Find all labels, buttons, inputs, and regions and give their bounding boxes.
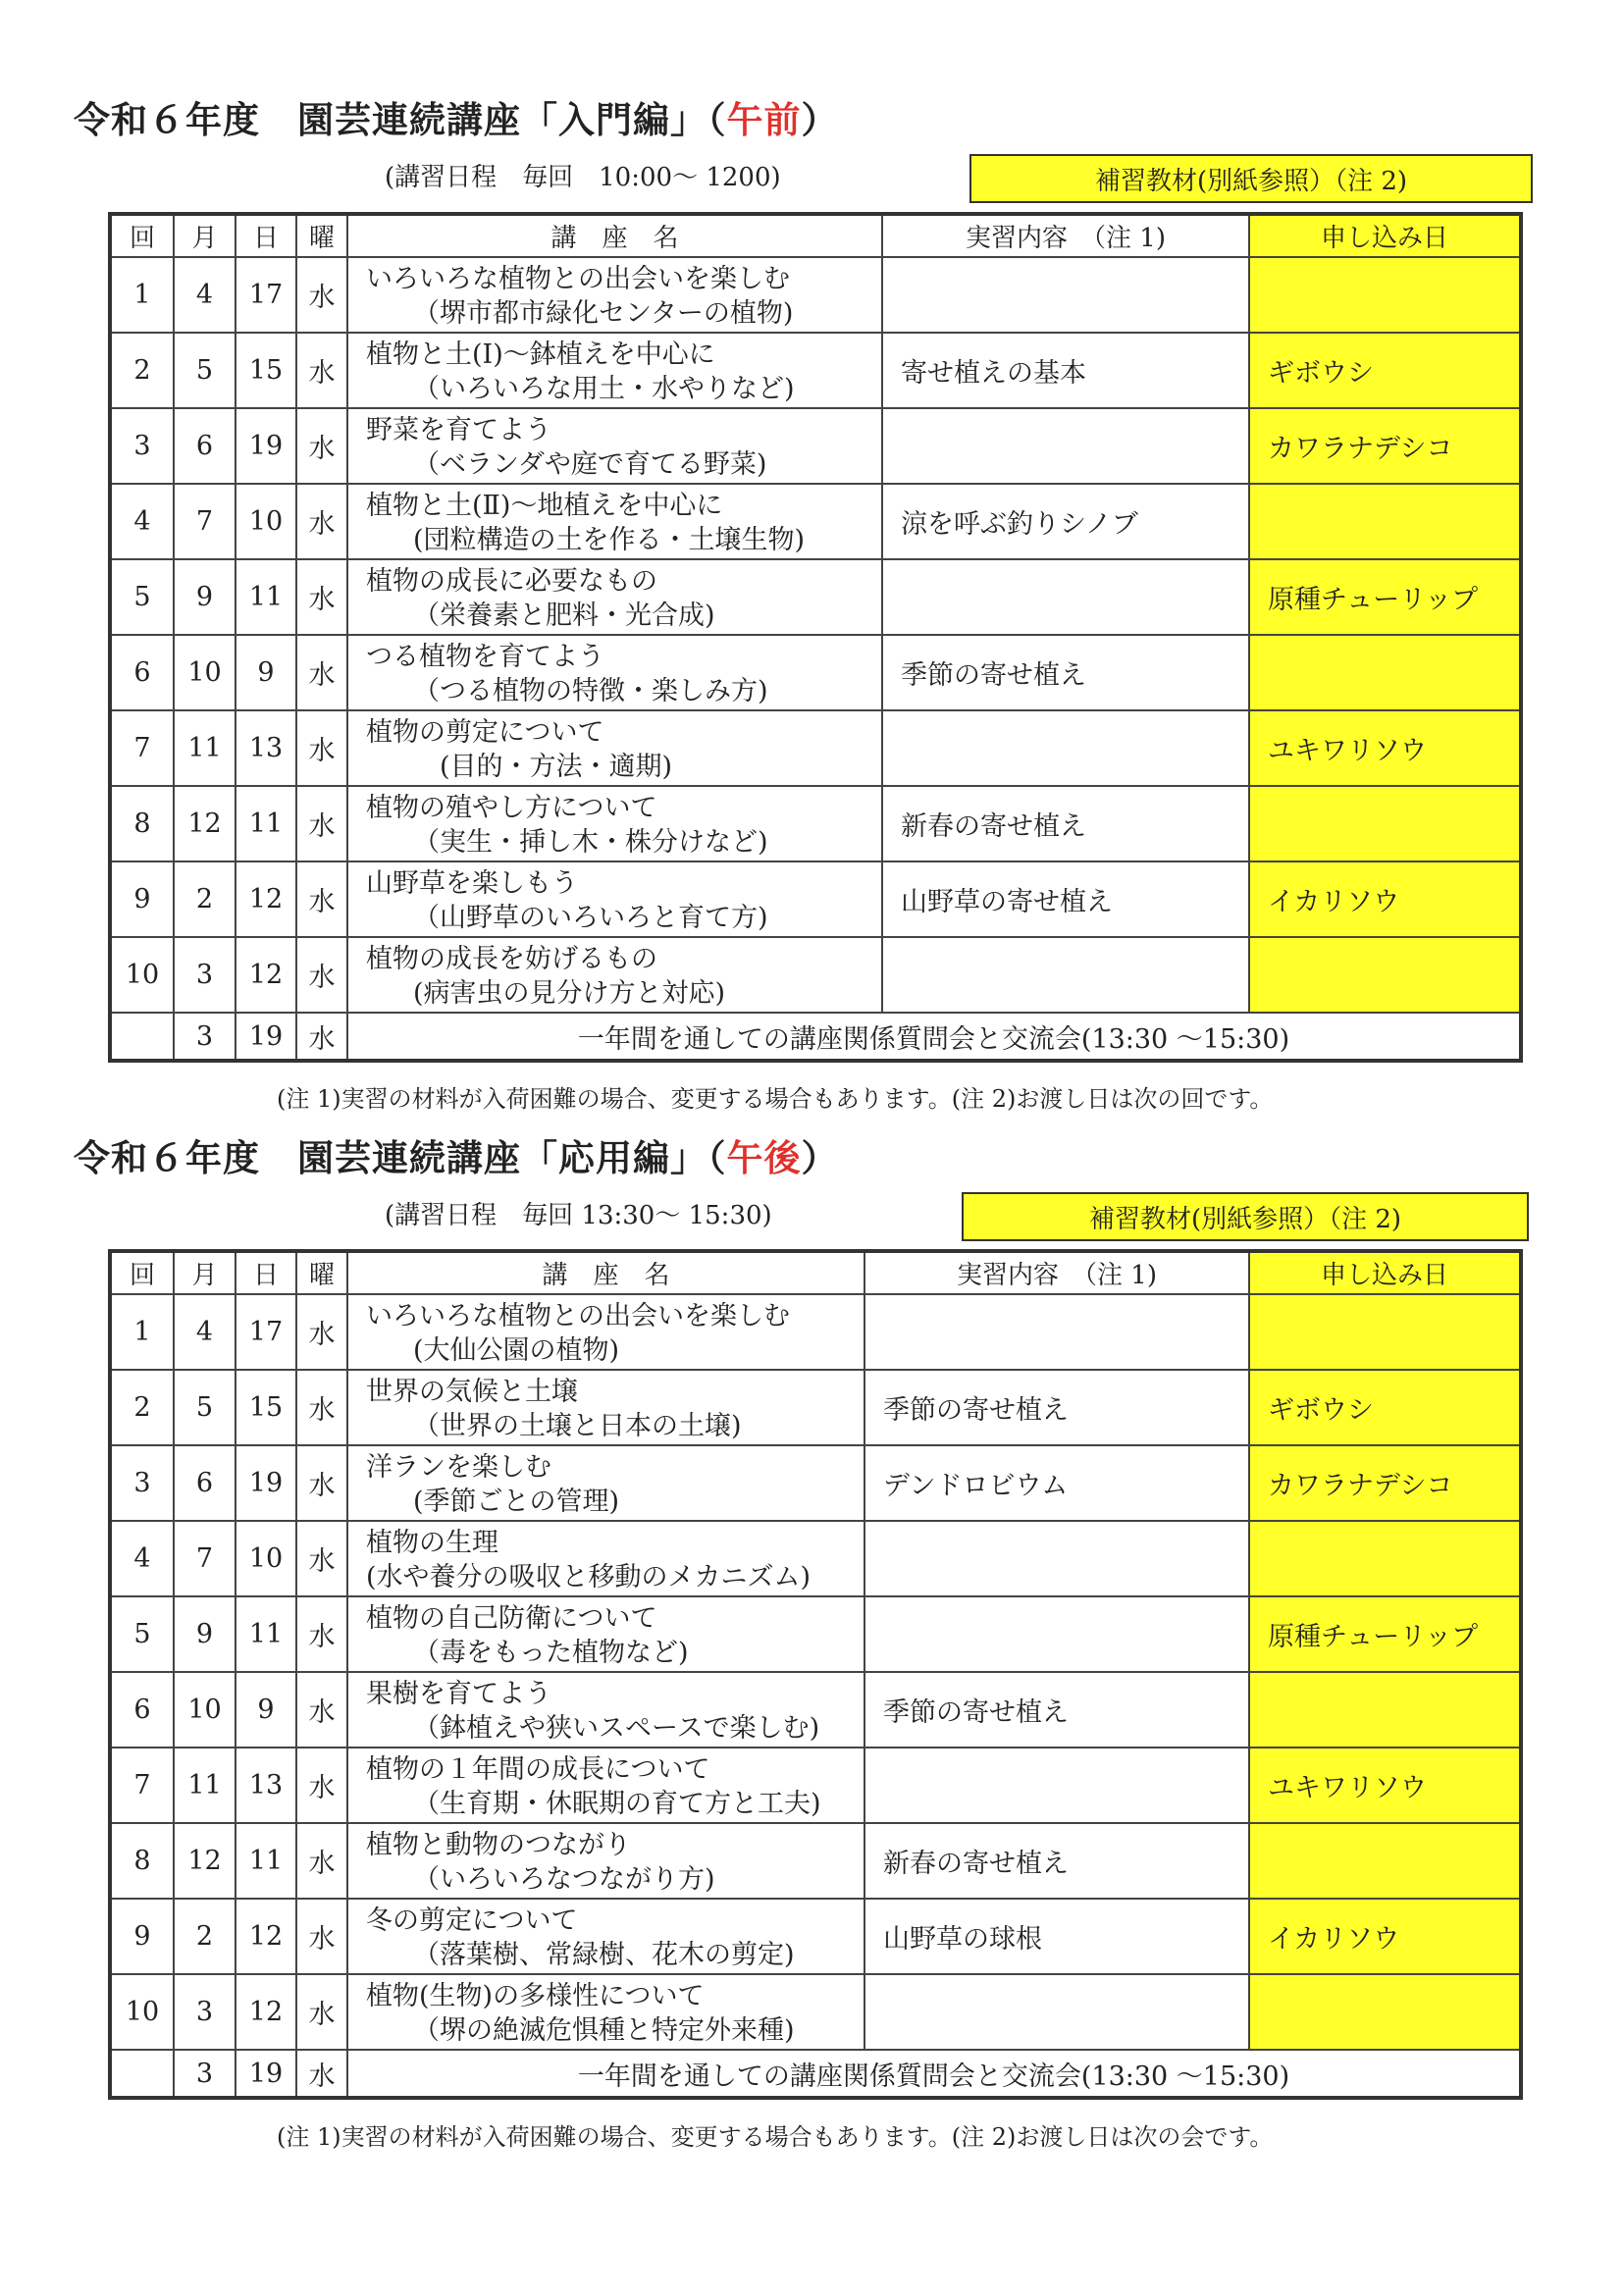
final-row (110, 1013, 1521, 1061)
cell-yobi: 水 (296, 1445, 347, 1521)
course-sub: （生育期・休眠期の育て方と工夫) (413, 1789, 821, 1819)
header-hi: 日 (236, 214, 296, 257)
cell-yobi: 水 (296, 635, 347, 710)
cell-tsuki: 11 (174, 710, 236, 786)
cell-title (347, 1445, 864, 1521)
cell-tsuki: 7 (174, 484, 236, 559)
cell-yobi: 水 (296, 1823, 347, 1899)
cell-title (347, 1974, 864, 2050)
course-sub: （いろいろな用土・水やりなど) (413, 374, 795, 404)
cell-apply (1249, 786, 1521, 861)
cell-apply: カワラナデシコ (1249, 1445, 1521, 1521)
cell-title (347, 861, 882, 937)
course-title: 植物の成長を妨げるもの (366, 944, 657, 974)
cell-yobi: 水 (296, 333, 347, 408)
cell-hi: 19 (236, 408, 296, 484)
cell-yobi: 水 (296, 1596, 347, 1672)
cell-yobi: 水 (296, 1974, 347, 2050)
cell-jisshu: 山野草の寄せ植え (882, 861, 1249, 937)
header-apply: 申し込み日 (1249, 1251, 1521, 1294)
cell-jisshu (882, 408, 1249, 484)
table-row (110, 1521, 1521, 1596)
table-row (110, 1899, 1521, 1974)
course-sub: （つる植物の特徴・楽しみ方) (413, 676, 768, 706)
header-yobi: 曜 (296, 214, 347, 257)
cell-hi: 11 (236, 559, 296, 635)
supplement-box: 補習教材(別紙参照）（注 2) (969, 154, 1533, 203)
cell-kai (110, 1013, 174, 1061)
cell-yobi: 水 (296, 408, 347, 484)
cell-title (347, 635, 882, 710)
table-row (110, 1596, 1521, 1672)
cell-yobi: 水 (296, 786, 347, 861)
cell-kai: 9 (110, 861, 174, 937)
table-row (110, 937, 1521, 1013)
course-title: つる植物を育てよう (366, 642, 604, 672)
cell-apply: ユキワリソウ (1249, 1748, 1521, 1823)
table-row (110, 257, 1521, 333)
table-header-row (110, 1251, 1521, 1294)
cell-title (347, 1672, 864, 1748)
cell-apply: ユキワリソウ (1249, 710, 1521, 786)
cell-tsuki: 3 (174, 1974, 236, 2050)
course-sub: （堺市都市緑化センターの植物) (413, 298, 794, 329)
cell-yobi: 水 (296, 559, 347, 635)
cell-tsuki: 6 (174, 408, 236, 484)
course-title: 植物と動物のつながり (366, 1830, 631, 1860)
final-event: 一年間を通しての講座関係質問会と交流会(13:30 ～15:30) (347, 2050, 1521, 2098)
cell-title (347, 1748, 864, 1823)
cell-apply (1249, 1294, 1521, 1370)
cell-hi: 12 (236, 1974, 296, 2050)
course-sub: （いろいろなつながり方) (413, 1864, 715, 1895)
cell-tsuki: 5 (174, 333, 236, 408)
cell-apply (1249, 257, 1521, 333)
table-row (110, 559, 1521, 635)
course-title: いろいろな植物との出会いを楽しむ (366, 264, 790, 294)
section-title: 令和６年度 園芸連続講座「応用編」（午後） (74, 1136, 839, 1179)
course-title: 植物の剪定について (366, 717, 604, 748)
cell-jisshu (882, 559, 1249, 635)
cell-yobi: 水 (296, 937, 347, 1013)
course-sub: （栄養素と肥料・光合成) (413, 600, 715, 631)
course-sub: (病害虫の見分け方と対応) (413, 978, 726, 1009)
course-title: 洋ランを楽しむ (366, 1452, 551, 1483)
cell-hi: 12 (236, 1899, 296, 1974)
cell-apply: 原種チューリップ (1249, 1596, 1521, 1672)
cell-apply (1249, 635, 1521, 710)
cell-yobi: 水 (296, 1013, 347, 1061)
cell-jisshu: 季節の寄せ植え (864, 1370, 1249, 1445)
cell-apply: イカリソウ (1249, 861, 1521, 937)
cell-kai: 4 (110, 1521, 174, 1596)
cell-yobi: 水 (296, 257, 347, 333)
course-title: 植物の自己防衛について (366, 1603, 657, 1634)
cell-hi: 19 (236, 2050, 296, 2098)
cell-yobi: 水 (296, 861, 347, 937)
course-sub: （堺の絶滅危惧種と特定外来種) (413, 2015, 795, 2046)
header-name: 講 座 名 (347, 214, 882, 257)
table-header-row (110, 214, 1521, 257)
cell-kai: 7 (110, 1748, 174, 1823)
table-row (110, 635, 1521, 710)
cell-hi: 11 (236, 1823, 296, 1899)
cell-kai: 1 (110, 1294, 174, 1370)
table-row (110, 1294, 1521, 1370)
header-apply: 申し込み日 (1249, 214, 1521, 257)
course-sub: (季節ごとの管理) (413, 1487, 620, 1517)
footnote: (注 1)実習の材料が入荷困難の場合、変更する場合もあります。(注 2)お渡し日は次の回です。 (277, 1085, 1274, 1113)
cell-hi: 9 (236, 1672, 296, 1748)
course-title: 植物と土(Ⅰ)～鉢植えを中心に (366, 339, 715, 370)
supplement-box: 補習教材(別紙参照）（注 2) (962, 1192, 1529, 1241)
cell-title (347, 1294, 864, 1370)
cell-apply: ギボウシ (1249, 1370, 1521, 1445)
cell-tsuki: 9 (174, 1596, 236, 1672)
cell-yobi: 水 (296, 1899, 347, 1974)
header-name: 講 座 名 (347, 1251, 864, 1294)
course-title: 果樹を育てよう (366, 1679, 551, 1709)
cell-tsuki: 12 (174, 786, 236, 861)
cell-kai: 6 (110, 1672, 174, 1748)
header-kai: 回 (110, 1251, 174, 1294)
cell-hi: 17 (236, 1294, 296, 1370)
course-sub: （世界の土壌と日本の土壌) (413, 1411, 742, 1441)
cell-hi: 19 (236, 1445, 296, 1521)
cell-tsuki: 3 (174, 1013, 236, 1061)
cell-jisshu (864, 1974, 1249, 2050)
cell-yobi: 水 (296, 1370, 347, 1445)
cell-apply (1249, 1521, 1521, 1596)
cell-tsuki: 10 (174, 1672, 236, 1748)
schedule-table (108, 1249, 1523, 2100)
cell-yobi: 水 (296, 1672, 347, 1748)
cell-tsuki: 9 (174, 559, 236, 635)
course-sub: （落葉樹、常緑樹、花木の剪定) (413, 1940, 795, 1970)
cell-jisshu (882, 710, 1249, 786)
course-sub: (目的・方法・適期) (413, 752, 673, 782)
cell-jisshu: 新春の寄せ植え (864, 1823, 1249, 1899)
cell-hi: 10 (236, 484, 296, 559)
table-row (110, 1974, 1521, 2050)
title-highlight: 午後 (726, 1136, 802, 1179)
cell-jisshu: デンドロビウム (864, 1445, 1249, 1521)
course-sub: (大仙公園の植物) (413, 1335, 620, 1366)
course-sub: (団粒構造の土を作る・土壌生物) (413, 525, 806, 555)
cell-hi: 13 (236, 1748, 296, 1823)
cell-kai: 10 (110, 1974, 174, 2050)
cell-title (347, 1521, 864, 1596)
cell-title (347, 1899, 864, 1974)
course-sub: （鉢植えや狭いスペースで楽しむ) (413, 1713, 820, 1744)
course-sub: （実生・挿し木・株分けなど) (413, 827, 768, 858)
course-title: 植物の成長に必要なもの (366, 566, 657, 597)
cell-jisshu (864, 1596, 1249, 1672)
course-title: 植物と土(Ⅱ)～地植えを中心に (366, 491, 723, 521)
cell-apply (1249, 484, 1521, 559)
header-tsuki: 月 (174, 214, 236, 257)
table-row (110, 1445, 1521, 1521)
cell-kai: 3 (110, 408, 174, 484)
cell-jisshu (864, 1294, 1249, 1370)
cell-kai: 2 (110, 333, 174, 408)
cell-tsuki: 11 (174, 1748, 236, 1823)
cell-tsuki: 7 (174, 1521, 236, 1596)
table-row (110, 861, 1521, 937)
cell-apply: 原種チューリップ (1249, 559, 1521, 635)
course-sub: （毒をもった植物など) (413, 1638, 689, 1668)
section-title: 令和６年度 園芸連続講座「入門編」（午前） (74, 98, 839, 141)
cell-title (347, 710, 882, 786)
footnote: (注 1)実習の材料が入荷困難の場合、変更する場合もあります。(注 2)お渡し日は次の会です。 (277, 2123, 1274, 2151)
cell-hi: 15 (236, 1370, 296, 1445)
cell-apply (1249, 1672, 1521, 1748)
cell-hi: 13 (236, 710, 296, 786)
cell-yobi: 水 (296, 1521, 347, 1596)
final-event: 一年間を通しての講座関係質問会と交流会(13:30 ～15:30) (347, 1013, 1521, 1061)
cell-jisshu: 季節の寄せ植え (882, 635, 1249, 710)
table-row (110, 484, 1521, 559)
cell-title (347, 1596, 864, 1672)
cell-kai: 4 (110, 484, 174, 559)
cell-title (347, 408, 882, 484)
cell-kai (110, 2050, 174, 2098)
course-sub: （山野草のいろいろと育て方) (413, 903, 768, 933)
final-row (110, 2050, 1521, 2098)
header-kai: 回 (110, 214, 174, 257)
cell-apply (1249, 1823, 1521, 1899)
schedule-text: (講習日程 毎回 13:30～ 15:30) (385, 1201, 772, 1230)
cell-jisshu: 寄せ植えの基本 (882, 333, 1249, 408)
cell-tsuki: 3 (174, 2050, 236, 2098)
cell-kai: 1 (110, 257, 174, 333)
cell-title (347, 559, 882, 635)
table-row (110, 408, 1521, 484)
cell-tsuki: 4 (174, 1294, 236, 1370)
cell-title (347, 1370, 864, 1445)
cell-kai: 7 (110, 710, 174, 786)
table-row (110, 1370, 1521, 1445)
cell-kai: 3 (110, 1445, 174, 1521)
title-highlight: 午前 (726, 98, 802, 141)
cell-tsuki: 10 (174, 635, 236, 710)
cell-tsuki: 2 (174, 861, 236, 937)
cell-kai: 2 (110, 1370, 174, 1445)
cell-kai: 6 (110, 635, 174, 710)
cell-hi: 12 (236, 937, 296, 1013)
cell-yobi: 水 (296, 484, 347, 559)
header-hi: 日 (236, 1251, 296, 1294)
cell-jisshu: 山野草の球根 (864, 1899, 1249, 1974)
cell-apply (1249, 937, 1521, 1013)
cell-hi: 9 (236, 635, 296, 710)
cell-yobi: 水 (296, 1294, 347, 1370)
table-row (110, 786, 1521, 861)
cell-hi: 11 (236, 786, 296, 861)
cell-jisshu (864, 1748, 1249, 1823)
cell-yobi: 水 (296, 710, 347, 786)
cell-jisshu: 新春の寄せ植え (882, 786, 1249, 861)
course-sub: （ベランダや庭で育てる野菜) (413, 449, 767, 480)
cell-yobi: 水 (296, 2050, 347, 2098)
cell-apply: ギボウシ (1249, 333, 1521, 408)
table-row (110, 710, 1521, 786)
cell-hi: 17 (236, 257, 296, 333)
cell-kai: 10 (110, 937, 174, 1013)
cell-hi: 15 (236, 333, 296, 408)
course-title: 植物の殖やし方について (366, 793, 657, 823)
cell-title (347, 937, 882, 1013)
cell-title (347, 484, 882, 559)
table-row (110, 1672, 1521, 1748)
cell-title (347, 786, 882, 861)
cell-hi: 10 (236, 1521, 296, 1596)
course-title: 冬の剪定について (366, 1905, 578, 1936)
course-title: いろいろな植物との出会いを楽しむ (366, 1301, 790, 1331)
course-sub: (水や養分の吸収と移動のメカニズム) (366, 1562, 812, 1592)
course-title: 植物の生理 (366, 1528, 498, 1558)
course-title: 植物(生物)の多様性について (366, 1981, 705, 2011)
cell-kai: 8 (110, 1823, 174, 1899)
schedule-text: (講習日程 毎回 10:00～ 1200) (385, 163, 781, 192)
cell-tsuki: 12 (174, 1823, 236, 1899)
table-row (110, 1823, 1521, 1899)
cell-apply: カワラナデシコ (1249, 408, 1521, 484)
cell-title (347, 333, 882, 408)
course-title: 山野草を楽しもう (366, 868, 578, 899)
cell-hi: 19 (236, 1013, 296, 1061)
cell-kai: 5 (110, 559, 174, 635)
header-jisshu: 実習内容 （注 1) (882, 214, 1249, 257)
course-title: 植物の１年間の成長について (366, 1754, 710, 1785)
cell-kai: 9 (110, 1899, 174, 1974)
cell-yobi: 水 (296, 1748, 347, 1823)
cell-jisshu: 季節の寄せ植え (864, 1672, 1249, 1748)
cell-tsuki: 5 (174, 1370, 236, 1445)
header-jisshu: 実習内容 （注 1) (864, 1251, 1249, 1294)
course-title: 世界の気候と土壌 (366, 1377, 578, 1407)
cell-kai: 8 (110, 786, 174, 861)
cell-hi: 11 (236, 1596, 296, 1672)
cell-hi: 12 (236, 861, 296, 937)
course-title: 野菜を育てよう (366, 415, 551, 445)
schedule-table (108, 212, 1523, 1063)
cell-jisshu (882, 937, 1249, 1013)
table-row (110, 1748, 1521, 1823)
cell-jisshu: 涼を呼ぶ釣りシノブ (882, 484, 1249, 559)
cell-jisshu (864, 1521, 1249, 1596)
cell-jisshu (882, 257, 1249, 333)
table-row (110, 333, 1521, 408)
cell-tsuki: 6 (174, 1445, 236, 1521)
cell-tsuki: 4 (174, 257, 236, 333)
cell-tsuki: 2 (174, 1899, 236, 1974)
header-tsuki: 月 (174, 1251, 236, 1294)
cell-title (347, 257, 882, 333)
cell-apply (1249, 1974, 1521, 2050)
cell-kai: 5 (110, 1596, 174, 1672)
cell-tsuki: 3 (174, 937, 236, 1013)
cell-title (347, 1823, 864, 1899)
header-yobi: 曜 (296, 1251, 347, 1294)
cell-apply: イカリソウ (1249, 1899, 1521, 1974)
